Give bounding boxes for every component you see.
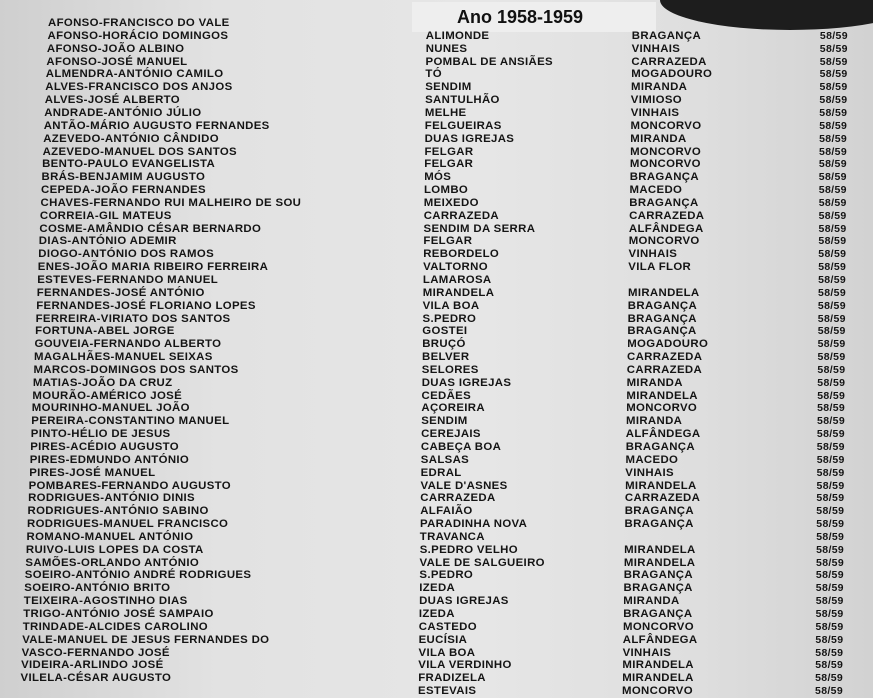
year-cell: 58/59 (818, 184, 847, 196)
year-cell: 58/59 (816, 505, 845, 518)
region-cell: MONCORVO (630, 145, 702, 158)
name-cell: SAMÕES-ORLANDO ANTÓNIO (25, 556, 200, 569)
region-cell: MIRANDA (626, 415, 683, 428)
region-cell: MONCORVO (622, 685, 693, 697)
name-cell: VALE-MANUEL DE JESUS FERNANDES DO (22, 633, 270, 646)
list-item (0, 247, 873, 261)
name-cell: ALVES-FRANCISCO DOS ANJOS (45, 81, 233, 94)
name-cell: SOEIRO-ANTÓNIO BRITO (24, 582, 171, 595)
region-cell: MIRANDELA (622, 659, 694, 672)
name-cell: ALVES-JOSÉ ALBERTO (44, 94, 180, 107)
year-cell: 58/59 (818, 158, 847, 171)
place-cell: AÇOREIRA (421, 402, 485, 415)
region-cell: VINHAIS (625, 466, 674, 479)
year-cell: 58/59 (819, 81, 848, 94)
year-cell: 58/59 (815, 607, 844, 620)
name-cell: MATIAS-JOÃO DA CRUZ (32, 376, 173, 389)
region-cell: MIRANDA (631, 81, 688, 94)
name-cell: ALMENDRA-ANTÓNIO CAMILO (45, 68, 224, 81)
name-cell: AFONSO-JOÃO ALBINO (46, 42, 185, 55)
list-item (0, 106, 873, 120)
place-cell: LOMBO (424, 184, 469, 196)
year-cell: 58/59 (815, 685, 844, 697)
list-item (0, 273, 873, 287)
region-cell: CARRAZEDA (629, 209, 705, 222)
place-cell: SANTULHÃO (425, 94, 500, 107)
place-cell: IZEDA (419, 582, 456, 595)
year-cell: 58/59 (816, 440, 845, 453)
year-cell: 58/59 (818, 235, 847, 248)
region-cell: BRAGANÇA (623, 607, 693, 620)
list-item (0, 491, 873, 505)
name-cell: ROMANO-MANUEL ANTÓNIO (26, 530, 194, 543)
place-cell: GOSTEI (422, 325, 468, 338)
list-item (0, 55, 873, 69)
year-cell: 58/59 (818, 261, 847, 274)
place-cell: CARRAZEDA (423, 209, 499, 222)
name-cell: AZEVEDO-MANUEL DOS SANTOS (42, 145, 237, 158)
name-cell: CEPEDA-JOÃO FERNANDES (41, 184, 206, 196)
year-cell: 58/59 (818, 209, 847, 222)
place-cell: FELGAR (424, 145, 474, 158)
place-cell: S.PEDRO (422, 312, 477, 325)
region-cell: BRAGANÇA (631, 29, 702, 42)
place-cell: FRADIZELA (418, 672, 486, 685)
list-item (0, 607, 873, 621)
region-cell: MIRANDELA (623, 556, 696, 569)
place-cell: SENDIM (425, 81, 472, 94)
place-cell: SENDIM DA SERRA (423, 222, 536, 235)
place-cell: REBORDELO (423, 248, 500, 261)
year-cell: 58/59 (816, 492, 845, 505)
place-cell: VALE DE SALGUEIRO (419, 556, 545, 569)
region-cell: VIMIOSO (630, 94, 682, 107)
name-cell: RODRIGUES-ANTÓNIO SABINO (27, 505, 209, 518)
region-cell: MIRANDELA (628, 286, 700, 299)
name-cell: MARCOS-DOMINGOS DOS SANTOS (33, 363, 239, 376)
place-cell: CARRAZEDA (420, 492, 496, 505)
year-cell: 58/59 (815, 659, 844, 672)
year-cell: 58/59 (819, 42, 848, 55)
region-cell: CARRAZEDA (624, 492, 701, 505)
region-cell: MIRANDA (623, 595, 680, 608)
place-cell: DUAS IGREJAS (419, 595, 509, 608)
region-cell: BRAGANÇA (623, 569, 693, 582)
year-cell: 58/59 (816, 530, 845, 543)
region-cell: MIRANDA (630, 132, 687, 145)
place-cell: VALE D'ASNES (420, 479, 508, 492)
region-cell: CARRAZEDA (631, 55, 707, 68)
place-cell: VILA BOA (418, 646, 476, 659)
place-cell: BRUÇÓ (422, 338, 466, 351)
region-cell: MONCORVO (626, 402, 698, 415)
year-cell: 58/59 (817, 402, 846, 415)
name-cell: AFONSO-JOSÉ MANUEL (46, 55, 188, 68)
name-cell: ANTÃO-MÁRIO AUGUSTO FERNANDES (43, 119, 270, 132)
list-item (0, 299, 873, 313)
year-cell: 58/59 (816, 556, 845, 569)
region-cell: MACEDO (625, 453, 679, 466)
list-item (0, 157, 873, 171)
name-cell: TEIXEIRA-AGOSTINHO DIAS (23, 595, 188, 608)
place-cell: SELORES (421, 363, 479, 376)
region-cell: MIRANDA (626, 376, 683, 389)
place-cell: DUAS IGREJAS (424, 132, 515, 145)
region-cell: BRAGANÇA (623, 582, 693, 595)
region-cell: VINHAIS (630, 106, 680, 119)
region-cell: MONCORVO (623, 620, 694, 633)
name-cell: COSME-AMÂNDIO CÉSAR BERNARDO (39, 222, 262, 235)
place-cell: CASTEDO (418, 620, 477, 633)
place-cell: CEREJAIS (421, 428, 481, 441)
name-cell: VILELA-CÉSAR AUGUSTO (20, 672, 172, 685)
year-cell: 58/59 (817, 312, 846, 325)
year-cell: 58/59 (817, 389, 846, 402)
year-cell: 58/59 (819, 68, 848, 81)
place-cell: VILA VERDINHO (418, 659, 512, 672)
place-cell: EDRAL (420, 466, 462, 479)
list-item (0, 633, 873, 647)
list-item (0, 581, 873, 595)
name-cell: BRÁS-BENJAMIM AUGUSTO (41, 171, 206, 184)
region-cell: MONCORVO (629, 158, 701, 171)
region-cell: VINHAIS (631, 42, 681, 55)
list-item (0, 80, 873, 94)
name-cell: FERNANDES-JOSÉ ANTÓNIO (36, 286, 205, 299)
year-cell: 58/59 (819, 55, 848, 68)
year-cell: 58/59 (816, 453, 845, 466)
year-cell: 58/59 (816, 466, 845, 479)
year-cell: 58/59 (816, 543, 845, 556)
region-cell: BRAGANÇA (624, 518, 694, 530)
name-cell: ENES-JOÃO MARIA RIBEIRO FERREIRA (37, 261, 269, 274)
region-cell: BRAGANÇA (624, 505, 694, 518)
region-cell: CARRAZEDA (626, 363, 703, 376)
place-cell: ESTEVAIS (418, 685, 477, 697)
year-cell: 58/59 (818, 196, 847, 209)
place-cell: TÓ (425, 68, 442, 81)
page-title: Ano 1958-1959 (412, 2, 656, 32)
year-cell: 58/59 (817, 376, 846, 389)
region-cell: VILA FLOR (628, 261, 692, 274)
region-cell: MIRANDELA (625, 479, 697, 492)
place-cell: BELVER (422, 351, 470, 363)
year-cell: 58/59 (819, 106, 848, 119)
region-cell: BRAGANÇA (625, 440, 695, 453)
list-item (0, 466, 873, 480)
list-item (0, 684, 873, 698)
region-cell: MONCORVO (628, 235, 700, 248)
name-cell: ANDRADE-ANTÓNIO JÚLIO (44, 106, 202, 119)
name-cell: MAGALHÃES-MANUEL SEIXAS (34, 351, 213, 363)
place-cell: ALFAIÃO (420, 505, 473, 518)
place-cell: S.PEDRO VELHO (419, 543, 518, 556)
name-cell: RODRIGUES-ANTÓNIO DINIS (28, 492, 195, 505)
year-cell: 58/59 (819, 132, 848, 145)
year-cell: 58/59 (818, 171, 847, 184)
name-cell: FERNANDES-JOSÉ FLORIANO LOPES (36, 299, 256, 312)
place-cell: TRAVANCA (419, 530, 485, 543)
place-cell: LAMAROSA (422, 273, 492, 286)
name-cell: PIRES-ACÉDIO AUGUSTO (30, 440, 179, 453)
name-cell: CORREIA-GIL MATEUS (39, 209, 172, 222)
year-cell: 58/59 (815, 633, 844, 646)
region-cell: CARRAZEDA (627, 351, 703, 363)
place-cell: IZEDA (418, 607, 455, 620)
year-cell: 58/59 (815, 620, 844, 633)
name-cell: TRINDADE-ALCIDES CAROLINO (22, 620, 208, 633)
place-cell: MEIXEDO (423, 196, 479, 209)
region-cell: MIRANDELA (622, 672, 694, 685)
place-cell: ALIMONDE (425, 29, 490, 42)
year-cell: 58/59 (819, 94, 848, 107)
year-cell: 58/59 (815, 569, 844, 582)
name-cell: PIRES-EDMUNDO ANTÓNIO (29, 453, 190, 466)
name-cell: POMBARES-FERNANDO AUGUSTO (28, 479, 231, 492)
list-item (0, 363, 873, 377)
list-item (0, 658, 873, 672)
region-cell: MONCORVO (630, 119, 702, 132)
year-cell: 58/59 (817, 299, 846, 312)
year-cell: 58/59 (816, 518, 845, 530)
place-cell: SENDIM (421, 415, 468, 428)
region-cell: MIRANDELA (624, 543, 696, 556)
year-cell: 58/59 (816, 428, 845, 441)
region-cell: MACEDO (629, 184, 683, 196)
name-cell: MOURINHO-MANUEL JOÃO (31, 402, 190, 415)
name-cell: FERREIRA-VIRIATO DOS SANTOS (35, 312, 231, 325)
region-cell: VINHAIS (622, 646, 672, 659)
name-cell: PINTO-HÉLIO DE JESUS (30, 428, 171, 441)
place-cell: MIRANDELA (422, 286, 495, 299)
place-cell: SALSAS (420, 453, 470, 466)
list-item (0, 414, 873, 428)
region-cell: BRAGANÇA (629, 196, 699, 209)
place-cell: FELGAR (424, 158, 474, 171)
name-cell: SOEIRO-ANTÓNIO ANDRÉ RODRIGUES (24, 569, 252, 582)
name-cell: DIAS-ANTÓNIO ADEMIR (38, 235, 177, 248)
name-cell: GOUVEIA-FERNANDO ALBERTO (34, 338, 222, 351)
list-item (0, 440, 873, 454)
year-cell: 58/59 (818, 286, 847, 299)
name-cell: RUIVO-LUIS LOPES DA COSTA (25, 543, 204, 556)
name-cell: VASCO-FERNANDO JOSÉ (21, 646, 170, 659)
place-cell: CABEÇA BOA (420, 440, 502, 453)
year-cell: 58/59 (815, 582, 844, 595)
place-cell: FELGAR (423, 235, 473, 248)
place-cell: PARADINHA NOVA (420, 518, 528, 530)
region-cell: MOGADOURO (627, 338, 709, 351)
place-cell: MELHE (424, 106, 467, 119)
year-cell: 58/59 (818, 273, 847, 286)
list-item (0, 556, 873, 570)
list-item (0, 324, 873, 338)
place-cell: VALTORNO (423, 261, 488, 274)
name-cell: RODRIGUES-MANUEL FRANCISCO (27, 518, 229, 530)
region-cell: BRAGANÇA (627, 312, 697, 325)
region-cell: BRAGANÇA (629, 171, 699, 184)
list-item (0, 132, 873, 146)
name-cell: AFONSO-FRANCISCO DO VALE (48, 17, 230, 29)
region-cell: ALFÂNDEGA (625, 428, 701, 441)
list-item (0, 196, 873, 210)
place-cell: POMBAL DE ANSIÃES (425, 55, 553, 68)
name-cell: BENTO-PAULO EVANGELISTA (42, 158, 216, 171)
name-cell: PEREIRA-CONSTANTINO MANUEL (31, 415, 230, 428)
year-cell: 58/59 (818, 248, 847, 261)
year-cell: 58/59 (817, 325, 846, 338)
name-cell: CHAVES-FERNANDO RUI MALHEIRO DE SOU (40, 196, 302, 209)
list-item (0, 222, 873, 236)
place-cell: VILA BOA (422, 299, 480, 312)
region-cell: BRAGANÇA (627, 325, 697, 338)
name-cell: FORTUNA-ABEL JORGE (35, 325, 175, 338)
region-cell: BRAGANÇA (627, 299, 698, 312)
list-item (0, 29, 873, 43)
region-cell: VINHAIS (628, 248, 678, 261)
list-item (0, 389, 873, 403)
place-cell: FELGUEIRAS (424, 119, 502, 132)
place-cell: DUAS IGREJAS (421, 376, 512, 389)
name-cell: VIDEIRA-ARLINDO JOSÉ (21, 659, 164, 672)
name-cell: MOURÃO-AMÉRICO JOSÉ (32, 389, 183, 402)
year-cell: 58/59 (818, 222, 847, 235)
year-cell: 58/59 (819, 119, 848, 132)
name-cell: PIRES-JOSÉ MANUEL (29, 466, 156, 479)
place-cell: CEDÃES (421, 389, 472, 402)
year-cell: 58/59 (815, 646, 844, 659)
year-cell: 58/59 (819, 29, 848, 42)
region-cell: ALFÂNDEGA (628, 222, 704, 235)
year-cell: 58/59 (817, 351, 846, 363)
region-cell: MOGADOURO (631, 68, 713, 81)
year-cell: 58/59 (815, 595, 844, 608)
list-item (0, 530, 873, 544)
year-cell: 58/59 (817, 338, 846, 351)
place-cell: EUCÍSIA (418, 633, 468, 646)
year-cell: 58/59 (817, 415, 846, 428)
region-cell: ALFÂNDEGA (622, 633, 698, 646)
year-cell: 58/59 (815, 672, 844, 685)
name-cell: DIOGO-ANTÓNIO DOS RAMOS (38, 248, 215, 261)
place-cell: S.PEDRO (419, 569, 474, 582)
name-cell: AFONSO-HORÁCIO DOMINGOS (47, 29, 229, 42)
place-cell: NUNES (425, 42, 468, 55)
year-cell: 58/59 (816, 479, 845, 492)
name-cell: AZEVEDO-ANTÓNIO CÂNDIDO (43, 132, 219, 145)
region-cell: MIRANDELA (626, 389, 698, 402)
year-cell: 58/59 (817, 363, 846, 376)
place-cell: MÓS (424, 171, 452, 184)
name-cell: ESTEVES-FERNANDO MANUEL (37, 273, 219, 286)
year-cell: 58/59 (819, 145, 848, 158)
name-cell: TRIGO-ANTÓNIO JOSÉ SAMPAIO (23, 607, 214, 620)
